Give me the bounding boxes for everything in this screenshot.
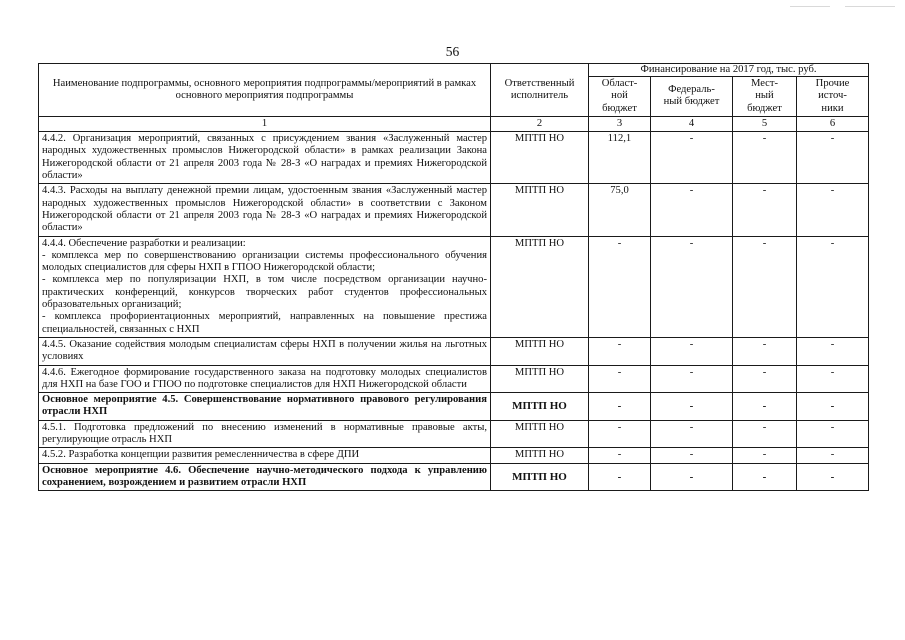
row-local-budget: -: [733, 448, 797, 463]
header-name: Наименование подпрограммы, основного мероприятия подпрограммы/мероприятий в рамках основного мероприятия подпрограммы: [39, 64, 491, 117]
row-responsible: МПТП НО: [491, 393, 589, 421]
row-regional-budget: 75,0: [589, 184, 651, 236]
header-other-sources: Прочие источ- ники: [797, 77, 869, 117]
row-responsible: МПТП НО: [491, 184, 589, 236]
row-regional-budget: -: [589, 365, 651, 393]
row-description: 4.4.3. Расходы на выплату денежной премии лицам, удостоенным звания «Заслуженный мастер народных художественных промыслов Нижегородской области» в соответствии с Законом Нижегородской области от 21 апреля 2003 года № 28-З «О наградах и премиях Нижегородской области»: [39, 184, 491, 236]
row-regional-budget: -: [589, 393, 651, 421]
header-federal-budget: Федераль- ный бюджет: [651, 77, 733, 117]
row-other-sources: -: [797, 132, 869, 184]
row-local-budget: -: [733, 132, 797, 184]
row-local-budget: -: [733, 393, 797, 421]
row-responsible: МПТП НО: [491, 236, 589, 337]
row-regional-budget: -: [589, 448, 651, 463]
row-local-budget: -: [733, 420, 797, 448]
table-row: [39, 393, 869, 421]
row-description: 4.5.1. Подготовка предложений по внесению изменений в нормативные правовые акты, регулирующие отрасль НХП: [39, 420, 491, 448]
column-number: 3: [589, 116, 651, 131]
row-federal-budget: -: [651, 337, 733, 365]
row-federal-budget: -: [651, 393, 733, 421]
row-regional-budget: 112,1: [589, 132, 651, 184]
table-row: [39, 236, 869, 337]
header-responsible: Ответственный исполнитель: [491, 64, 589, 117]
row-federal-budget: -: [651, 463, 733, 491]
row-description: Основное мероприятие 4.5. Совершенствование нормативного правового регулирования отрасли НХП: [39, 393, 491, 421]
row-regional-budget: -: [589, 337, 651, 365]
row-local-budget: -: [733, 463, 797, 491]
scan-mark-left: [790, 6, 830, 7]
row-local-budget: -: [733, 365, 797, 393]
row-other-sources: -: [797, 184, 869, 236]
table-row: [39, 132, 869, 184]
row-local-budget: -: [733, 236, 797, 337]
row-federal-budget: -: [651, 420, 733, 448]
row-other-sources: -: [797, 337, 869, 365]
row-description: 4.4.4. Обеспечение разработки и реализации: - комплекса мер по совершенствованию организации системы профессионального обучения молодых специалистов для сферы НХП в ГПОО Нижегородской области; - комплекса мер по популяризации НХП, в том числе посредством организации научно-практических конференций, конкурсов творческих работ студентов профессиональных образовательных организаций; - комплекса профориентационных мероприятий, направленных на повышение престижа специальностей, связанных с НХП: [39, 236, 491, 337]
row-description: 4.4.5. Оказание содействия молодым специалистам сферы НХП в получении жилья на льготных условиях: [39, 337, 491, 365]
row-other-sources: -: [797, 365, 869, 393]
financing-table: [38, 63, 869, 491]
column-number: 5: [733, 116, 797, 131]
table-row: [39, 365, 869, 393]
column-number: 2: [491, 116, 589, 131]
table-row: [39, 337, 869, 365]
row-regional-budget: -: [589, 463, 651, 491]
row-federal-budget: -: [651, 236, 733, 337]
row-description: Основное мероприятие 4.6. Обеспечение научно-методического подхода к управлению сохранением, возрождением и развитием отрасли НХП: [39, 463, 491, 491]
row-other-sources: -: [797, 420, 869, 448]
row-other-sources: -: [797, 448, 869, 463]
row-federal-budget: -: [651, 184, 733, 236]
header-local-budget: Мест- ный бюджет: [733, 77, 797, 117]
row-federal-budget: -: [651, 132, 733, 184]
row-regional-budget: -: [589, 420, 651, 448]
page-number: 56: [445, 44, 460, 59]
row-description: 4.4.6. Ежегодное формирование государственного заказа на подготовку молодых специалистов для НХП на базе ГОО и ГПОО по подготовке специалистов для НХП Нижегородской области: [39, 365, 491, 393]
row-responsible: МПТП НО: [491, 463, 589, 491]
row-local-budget: -: [733, 337, 797, 365]
column-number: 4: [651, 116, 733, 131]
table-row: [39, 420, 869, 448]
header-financing: Финансирование на 2017 год, тыс. руб.: [589, 64, 869, 77]
row-federal-budget: -: [651, 365, 733, 393]
row-description: 4.4.2. Организация мероприятий, связанных с присуждением звания «Заслуженный мастер народных художественных промыслов Нижегородской области» в рамках реализации Закона Нижегородской области от 21 апреля 2003 года № 28-З «О наградах и премиях Нижегородской области»: [39, 132, 491, 184]
row-other-sources: -: [797, 393, 869, 421]
row-responsible: МПТП НО: [491, 132, 589, 184]
table-row: [39, 463, 869, 491]
row-other-sources: -: [797, 236, 869, 337]
table-row: [39, 448, 869, 463]
row-responsible: МПТП НО: [491, 448, 589, 463]
row-responsible: МПТП НО: [491, 365, 589, 393]
row-other-sources: -: [797, 463, 869, 491]
column-number: 1: [39, 116, 491, 131]
row-regional-budget: -: [589, 236, 651, 337]
row-local-budget: -: [733, 184, 797, 236]
row-federal-budget: -: [651, 448, 733, 463]
table-row: [39, 184, 869, 236]
header-regional-budget: Област- ной бюджет: [589, 77, 651, 117]
row-responsible: МПТП НО: [491, 420, 589, 448]
row-description: 4.5.2. Разработка концепции развития ремесленничества в сфере ДПИ: [39, 448, 491, 463]
scan-mark-right: [845, 6, 895, 7]
column-number: 6: [797, 116, 869, 131]
row-responsible: МПТП НО: [491, 337, 589, 365]
